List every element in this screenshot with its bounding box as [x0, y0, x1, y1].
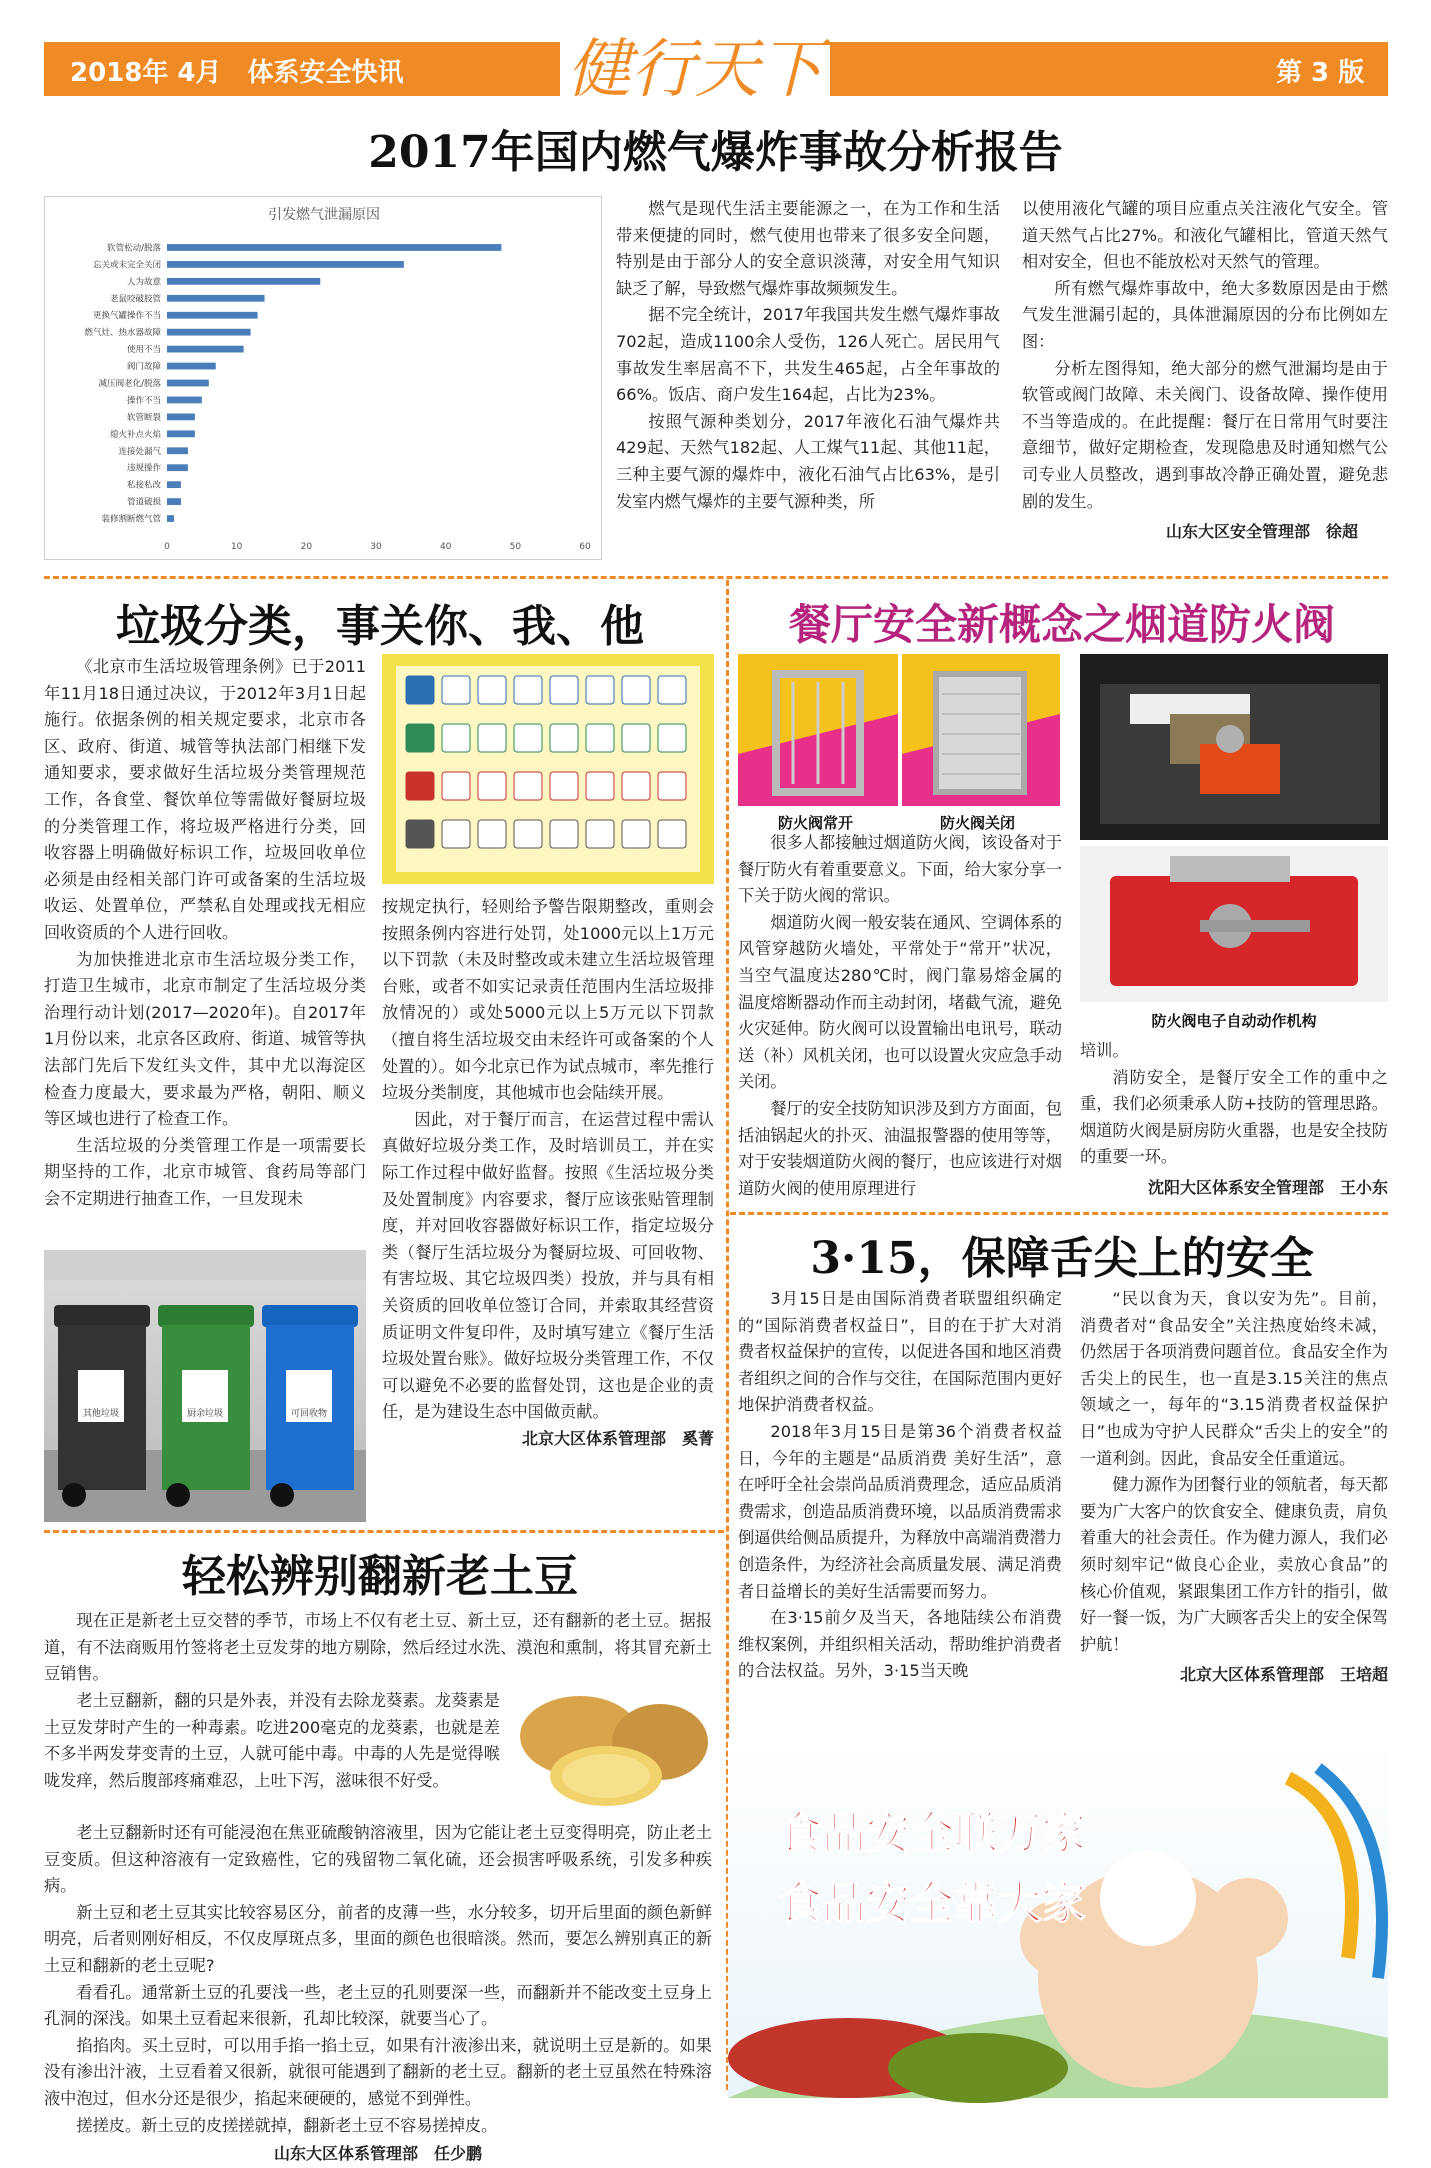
article5-body: [44, 1820, 712, 2168]
waste-category-icon: [550, 676, 578, 704]
article2-title: 垃圾分类，事关你、我、他: [116, 601, 644, 652]
paragraph: 消防安全，是餐厅安全工作的重中之重，我们必须秉承人防+技防的管理思路。烟道防火阀是厨房防火重器，也是安全技防的重要一环。: [1080, 1067, 1388, 1167]
chart-bar: [167, 413, 195, 420]
bin-label: 可回收物: [290, 1409, 328, 1419]
waste-category-icon: [622, 820, 650, 848]
chart-bar: [167, 346, 244, 353]
waste-category-icon: [622, 772, 650, 800]
paragraph: 3月15日是由国际消费者联盟组织确定的“国际消费者权益日”，目的在于扩大对消费者权益保护的宣传，以促进各国和地区消费者组织之间的合作与交往，在国际范围内更好地保护消费者权益。: [738, 1289, 1062, 1415]
chart-category-label: 私接私改: [126, 480, 161, 491]
waste-category-icon: [442, 772, 470, 800]
waste-category-icon: [406, 772, 434, 800]
chart-bar: [167, 447, 188, 454]
chart-tick-label: 10: [230, 542, 243, 552]
article5-wrap: [44, 1688, 500, 1794]
waste-category-icon: [406, 676, 434, 704]
caption-damper-closed: 防火阀关闭: [940, 814, 1016, 832]
chart-bar: [167, 329, 251, 336]
bin-label: 其他垃圾: [82, 1409, 120, 1419]
article3-title: 餐厅安全新概念之烟道防火阀: [788, 600, 1335, 649]
chart-tick-label: 50: [509, 542, 522, 552]
paragraph: 分析左图得知，绝大部分的燃气泄漏均是由于软管或阀门故障、未关阀门、设备故障、操作使用不当等造成的。在此提醒：餐厅在日常用气时要注意细节，做好定期检查，发现隐患及时通知燃气公司专业人员整改，遇到事故冷静正确处置，避免悲剧的发生。: [1022, 358, 1388, 511]
waste-category-icon: [406, 724, 434, 752]
damper-mechanism-photo-top: [1080, 654, 1388, 840]
bin-label: 厨余垃圾: [186, 1409, 224, 1419]
chart-category-label: 管道破损: [126, 497, 161, 508]
article3-col1: [738, 830, 1062, 1202]
paragraph: 健力源作为团餐行业的领航者，每天都要为广大客户的饮食安全、健康负责，肩负着重大的社会责任。作为健力源人，我们必须时刻牢记“做良心企业，卖放心食品”的核心价值观，紧跟集团工作方针的指引，做好一餐一饭，为广大顾客舌尖上的安全保驾护航！: [1080, 1475, 1388, 1654]
article5-intro: [44, 1608, 712, 1688]
chart-bar: [167, 515, 174, 522]
waste-category-icon: [658, 772, 686, 800]
paragraph: 在3·15前夕及当天，各地陆续公布消费维权案例，并组织相关活动，帮助维护消费者的合法权益。另外，3·15当天晚: [738, 1608, 1062, 1681]
paragraph: 掐掐肉。买土豆时，可以用手掐一掐土豆，如果有汁液渗出来，就说明土豆是新的。如果没有渗出汁液，土豆看着又很新，就很可能遇到了翻新的老土豆。翻新的老土豆虽然在特殊溶液中泡过，但水分还是很少，掐起来硬硬的，感觉不到弹性。: [44, 2035, 712, 2108]
waste-category-icon: [586, 820, 614, 848]
food-safety-poster: [728, 1738, 1388, 2098]
waste-category-icon: [442, 676, 470, 704]
waste-category-icon: [622, 724, 650, 752]
paragraph: 老土豆翻新时还有可能浸泡在焦亚硫酸钠溶液里，因为它能让老土豆变得明亮，防止老土豆变质。但这种溶液有一定致癌性，它的残留物二氧化硫，还会损害呼吸系统，引发多种疾病。: [44, 1823, 712, 1896]
waste-category-icon: [658, 724, 686, 752]
issue-date: 2018年 4月 体系安全快讯: [70, 58, 404, 88]
chart-category-label: 人为故意: [126, 277, 161, 288]
food-safety-illustration: [728, 1738, 1388, 2098]
chart-title: 引发燃气泄漏原因: [268, 207, 380, 223]
fire-damper-closed-image: [902, 654, 1060, 806]
waste-category-icon: [478, 820, 506, 848]
article3-col2: [1080, 1038, 1388, 1202]
waste-category-icon: [442, 724, 470, 752]
article2-col2: [382, 894, 714, 1452]
chart-tick-label: 20: [300, 542, 313, 552]
damper-mechanism-image: [1080, 654, 1388, 840]
divider: [44, 1530, 724, 1533]
chart-tick-label: 30: [370, 542, 382, 552]
chart-bar: [167, 261, 404, 268]
chart-bar: [167, 498, 181, 505]
chart-bar: [167, 464, 188, 471]
paragraph: 搓搓皮。新土豆的皮搓搓就掉，翻新老土豆不容易搓掉皮。: [76, 2115, 498, 2135]
gas-leak-chart: [44, 196, 602, 560]
paragraph: 烟道防火阀一般安装在通风、空调体系的风管穿越防火墙处，平常处于“常开”状况，当空气温度达280℃时，阀门靠易熔金属的温度熔断器动作而主动封闭，堵截气流，避免火灾延伸。防火阀可以设置输出电讯号，联动送（补）风机关闭，也可以设置火灾应急手动关闭。: [738, 912, 1062, 1092]
paragraph: 所有燃气爆炸事故中，绝大多数原因是由于燃气发生泄漏引起的，具体泄漏原因的分布比例如左图：: [1022, 278, 1388, 351]
waste-category-icon: [478, 772, 506, 800]
paragraph: 《北京市生活垃圾管理条例》已于2011年11月18日通过决议，于2012年3月1日起施行。依据条例的相关规定要求，北京市各区、政府、街道、城管等执法部门相继下发通知要求，要求做好生活垃圾分类管理规范工作，各食堂、餐饮单位等需做好餐厨垃圾的分类管理工作，将垃圾严格进行分类，回收容器上明确做好标识工作，垃圾回收单位必须是由经相关部门许可或备案的生活垃圾收运、处置单位，严禁私自处理或找无相应回收资质的个人进行回收。: [44, 657, 366, 942]
chart-category-label: 使用不当: [126, 345, 161, 356]
paragraph-continued: 培训。: [1080, 1041, 1129, 1060]
chart-bar: [167, 397, 202, 404]
article1-title: 2017年国内燃气爆炸事故分析报告: [368, 127, 1063, 178]
paragraph: 燃气是现代生活主要能源之一，在为工作和生活带来便捷的同时，燃气使用也带来了很多安全问题，特别是由于部分人的安全意识淡薄，对安全用气知识缺乏了解，导致燃气爆炸事故频频发生。: [616, 199, 1000, 298]
paragraph: 看看孔。通常新土豆的孔要浅一些，老土豆的孔则要深一些，而翻新并不能改变土豆身上孔洞的深浅。如果土豆看起来很新，孔却比较深，就要当心了。: [44, 1982, 712, 2029]
potatoes-photo: [510, 1684, 716, 1814]
chart-tick-label: 60: [579, 542, 591, 552]
paragraph: 老土豆翻新，翻的只是外表，并没有去除龙葵素。龙葵素是土豆发芽时产生的一种毒素。吃进200毫克的龙葵素，也就是差不多半两发芽变青的土豆，人就可能中毒。中毒的人先是觉得喉咙发痒，然后腹部疼痛难忍，上吐下泻，滋味很不好受。: [44, 1691, 500, 1790]
waste-category-icon: [658, 820, 686, 848]
paragraph: 2018年3月15日是第36个消费者权益日，今年的主题是“品质消费 美好生活”，意在呼吁全社会崇尚品质消费理念，适应品质消费需求，创造品质消费环境，以品质消费需求倒逼供给侧品质提升，为释放中高端消费潜力创造条件，为经济社会高质量发展、满足消费者日益增长的美好生活需要而努力。: [738, 1421, 1062, 1601]
paragraph: 餐厅的安全技防知识涉及到方方面面，包括油锅起火的扑灭、油温报警器的使用等等，对于安装烟道防火阀的餐厅，也应该进行对烟道防火阀的使用原理进行: [738, 1098, 1062, 1198]
chart-category-label: 连接处漏气: [118, 446, 161, 457]
caption-damper-mechanism: 防火阀电子自动动作机构: [1151, 1012, 1317, 1030]
chart-bar: [167, 430, 195, 437]
article1-col1: [616, 196, 1000, 515]
waste-category-icon: [550, 820, 578, 848]
newspaper-logo: 健行天下: [560, 28, 830, 112]
waste-sorting-icons: [382, 654, 714, 884]
chart-category-label: 软管断裂: [126, 412, 161, 423]
waste-category-icon: [586, 772, 614, 800]
paragraph-continued: 按规定执行，轻则给予警告限期整改，重则会按照条例内容进行处罚，处1000元以上1万元以下罚款（未及时整改或未建立生活垃圾管理台账，或者不如实记录责任范围内生活垃圾排放情况的）或处5000元以上5万元以下罚款（擅自将生活垃圾交由未经许可或备案的个人处置的）。如今北京已作为试点城市，率先推行垃圾分类制度，其他城市也会陆续开展。: [382, 897, 714, 1103]
divider: [44, 576, 1388, 579]
chart-tick-label: 40: [439, 542, 452, 552]
garbage-bins-image: [44, 1250, 366, 1522]
waste-category-icon: [514, 724, 542, 752]
article2-signature: 北京大区体系管理部 奚菁: [521, 1428, 714, 1448]
chart-category-label: 老鼠咬破胶管: [109, 294, 161, 305]
paragraph: “民以食为天，食以安为先”。目前，消费者对“食品安全”关注热度始终未减，仍然居于各项消费问题首位。食品安全作为舌尖上的民生，也一直是3.15关注的焦点领域之一，每年的“3.15消费者权益保护日”也成为守护人民群众“舌尖上的安全”的一道利剑。因此，食品安全任重道远。: [1080, 1289, 1388, 1468]
waste-category-icon: [478, 676, 506, 704]
chart-bar: [167, 295, 265, 302]
chart-bar: [167, 244, 501, 251]
waste-category-icon: [586, 676, 614, 704]
chart-category-label: 熄火补点火焰: [109, 429, 161, 440]
paragraph: 因此，对于餐厅而言，在运营过程中需认真做好垃圾分类工作，及时培训员工，并在实际工作过程中做好监督。按照《生活垃圾分类及处置制度》内容要求，餐厅应该张贴管理制度，并对回收容器做好标识工作，指定垃圾分类（餐厅生活垃圾分为餐厨垃圾、可回收物、有害垃圾、其它垃圾四类）投放，并与具有相关资质的回收单位签订合同，并索取其经营资质证明文件复印件，及时填写建立《餐厅生活垃圾处置台账》。做好垃圾分类管理工作，不仅可以避免不必要的监督处罚，这也是企业的责任，是为建设生态中国做贡献。: [382, 1109, 714, 1422]
waste-category-icon: [442, 820, 470, 848]
article3-signature: 沈阳大区体系安全管理部 王小东: [1147, 1177, 1388, 1197]
chart-category-label: 软管松动/脱落: [107, 243, 161, 254]
caption-damper-open: 防火阀常开: [778, 814, 854, 832]
gas-leak-chart-svg: [45, 197, 603, 561]
chart-category-label: 更换气罐操作不当: [92, 311, 161, 322]
paragraph-continued: 以使用液化气罐的项目应重点关注液化气安全。管道天然气占比27%。和液化气罐相比，管道天然气相对安全，但也不能放松对天然气的管理。: [1022, 199, 1388, 272]
waste-category-icon: [406, 820, 434, 848]
article4-signature: 北京大区体系管理部 王培超: [1179, 1665, 1388, 1685]
article1-signature: 山东大区安全管理部 徐超: [1165, 522, 1358, 542]
article5-title: 轻松辨别翻新老土豆: [182, 1551, 578, 1602]
damper-mechanism-photo-bottom: [1080, 846, 1388, 1002]
waste-category-icon: [550, 724, 578, 752]
fire-damper-open-image: [738, 654, 898, 806]
poster-line1: 食品安全联万家: [778, 1808, 1086, 1859]
paragraph: 据不完全统计，2017年我国共发生燃气爆炸事故702起，造成1100余人受伤，126人死亡。居民用气事故发生率居高不下，共发生465起，占全年事故的66%。饭店、商户发生164起，占比为23%。: [616, 305, 1000, 405]
paragraph: 为加快推进北京市生活垃圾分类工作，打造卫生城市，北京市制定了生活垃圾分类治理行动计划(2017—2020年)。自2017年1月份以来，北京各区政府、街道、城管等执法部门先后下发红头文件，其中尤以海淀区检查力度最大，要求最为严格，朝阳、顺义等区域也进行了检查工作。: [44, 949, 366, 1129]
waste-category-icon: [622, 676, 650, 704]
page-number: 第 3 版: [1276, 58, 1365, 88]
chart-bar: [167, 312, 258, 319]
chart-category-label: 阀门故障: [126, 362, 161, 373]
chart-tick-label: 0: [164, 542, 170, 552]
poster-line2: 食品安全靠大家: [778, 1878, 1086, 1929]
article4-col2: [1080, 1286, 1388, 1689]
waste-category-icon: [586, 724, 614, 752]
chart-bar: [167, 363, 216, 370]
potatoes-image: [510, 1684, 716, 1814]
chart-category-label: 操作不当: [126, 395, 161, 406]
damper-red-box-image: [1080, 846, 1388, 1002]
waste-sorting-board: [382, 654, 714, 884]
waste-category-icon: [514, 772, 542, 800]
chart-category-label: 减压阀老化/脱落: [98, 379, 161, 389]
chart-category-label: 违规操作: [126, 463, 161, 474]
chart-bar: [167, 278, 320, 285]
waste-category-icon: [550, 772, 578, 800]
divider: [730, 1212, 1388, 1215]
chart-category-label: 燃气灶、热水器故障: [84, 328, 161, 339]
chart-bar: [167, 481, 181, 488]
paragraph: 新土豆和老土豆其实比较容易区分，前者的皮薄一些，水分较多，切开后里面的颜色新鲜明亮，后者则刚好相反，不仅皮厚斑点多，里面的颜色也很暗淡。然而，要怎么辨别真正的新土豆和翻新的老土豆呢?: [44, 1902, 712, 1975]
article2-col1: [44, 654, 366, 1212]
waste-category-icon: [514, 820, 542, 848]
article4-title: 3·15，保障舌尖上的安全: [810, 1233, 1314, 1284]
waste-category-icon: [514, 676, 542, 704]
paragraph: 生活垃圾的分类管理工作是一项需要长期坚持的工作，北京市城管、食药局等部门会不定期进行抽查工作，一旦发现未: [44, 1135, 366, 1208]
article4-col1: [738, 1286, 1062, 1685]
chart-category-label: 装修割断燃气管: [101, 514, 161, 525]
chart-bar: [167, 380, 209, 387]
article5-signature: 山东大区体系管理部 任少鹏: [273, 2144, 482, 2164]
garbage-bins-photo: [44, 1250, 366, 1522]
paragraph: 按照气源种类划分，2017年液化石油气爆炸共429起、天然气182起、人工煤气11起、其他11起，三种主要气源的爆炸中，液化石油气占比63%，是引发室内燃气爆炸的主要气源种类，所: [616, 411, 1000, 511]
paragraph: 现在正是新老土豆交替的季节，市场上不仅有老土豆、新土豆，还有翻新的老土豆。据报道，有不法商贩用竹签将老土豆发芽的地方剔除，然后经过水洗、漠泡和熏制，将其冒充新土豆销售。: [44, 1611, 712, 1684]
article1-col2: [1022, 196, 1388, 546]
chart-category-label: 忘关或未完全关闭: [92, 260, 161, 271]
paragraph: 很多人都接触过烟道防火阀，该设备对于餐厅防火有着重要意义。下面，给大家分享一下关于防火阀的常识。: [738, 833, 1062, 906]
fire-damper-closed-photo: [902, 654, 1060, 806]
fire-damper-open-photo: [738, 654, 898, 806]
waste-category-icon: [478, 724, 506, 752]
waste-category-icon: [658, 676, 686, 704]
